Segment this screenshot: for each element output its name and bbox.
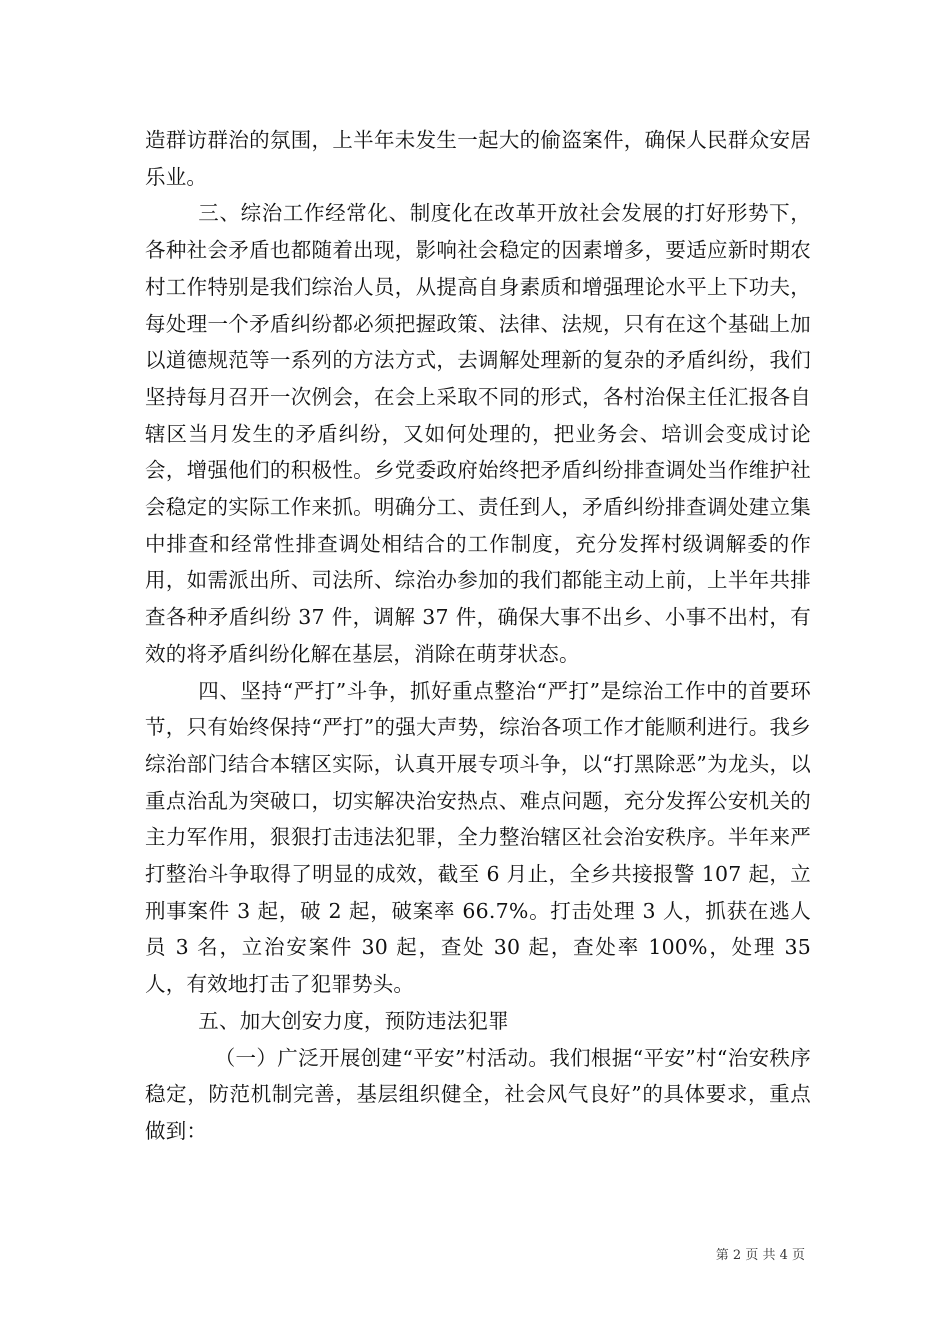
paragraph-section-three: 三、综治工作经常化、制度化在改革开放社会发展的打好形势下，各种社会矛盾也都随着出现，影响社会稳定的因素增多，要适应新时期农村工作特别是我们综治人员，从提高自身素质和增强理论水平上下功夫，每处理一个矛盾纠纷都必须把握政策、法律、法规，只有在这个基础上加以道德规范等一系列的方法方式，去调解处理新的复杂的矛盾纠纷，我们坚持每月召开一次例会，在会上采取不同的形式，各村治保主任汇报各自辖区当月发生的矛盾纠纷，又如何处理的，把业务会、培训会变成讨论会，增强他们的积极性。乡党委政府始终把矛盾纠纷排查调处当作维护社会稳定的实际工作来抓。明确分工、责任到人，矛盾纠纷排查调处建立集中排查和经常性排查调处相结合的工作制度，充分发挥村级调解委的作用，如需派出所、司法所、综治办参加的我们都能主动上前，上半年共排查各种矛盾纠纷 37 件，调解 37 件，确保大事不出乡、小事不出村，有效的将矛盾纠纷化解在基层，消除在萌芽状态。 <box>145 201 811 666</box>
paragraph-subsection-one: （一）广泛开展创建“平安”村活动。我们根据“平安”村“治安秩序稳定，防范机制完善，基层组织健全，社会风气良好”的具体要求，重点做到： <box>145 1045 811 1143</box>
paragraph-continuation: 造群访群治的氛围，上半年未发生一起大的偷盗案件，确保人民群众安居乐业。 <box>145 128 811 189</box>
document-body <box>145 122 811 1150</box>
page-number: 第 2 页 共 4 页 <box>715 1248 805 1263</box>
paragraph-section-four: 四、坚持“严打”斗争，抓好重点整治“严打”是综治工作中的首要环节，只有始终保持“严打”的强大声势，综治各项工作才能顺利进行。我乡综治部门结合本辖区实际，认真开展专项斗争，以“打黑除恶”为龙头，以重点治乱为突破口，切实解决治安热点、难点问题，充分发挥公安机关的主力军作用，狠狠打击违法犯罪，全力整治辖区社会治安秩序。半年来严打整治斗争取得了明显的成效，截至 6 月止，全乡共接报警 107 起，立刑事案件 3 起，破 2 起，破案率 66.7%。打击处理 3 人，抓获在逃人员 3 名，立治安案件 30 起，查处 30 起，查处率 100%，处理 35 人，有效地打击了犯罪势头。 <box>145 678 811 997</box>
heading-section-five: 五、加大创安力度，预防违法犯罪 <box>198 1008 509 1033</box>
